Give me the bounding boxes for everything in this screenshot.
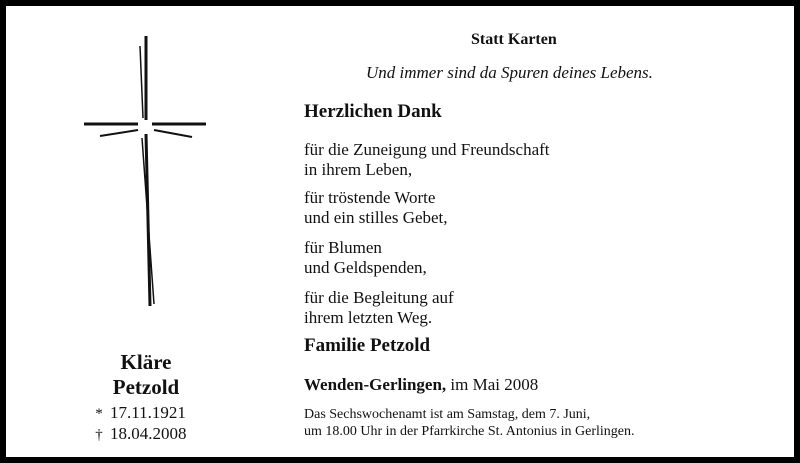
place-date: [304, 375, 538, 395]
thanks-line: für tröstende Worte: [304, 188, 436, 207]
info-line: um 18.00 Uhr in der Pfarrkirche St. Antonius in Gerlingen.: [304, 424, 635, 439]
death-date: 18.04.2008: [110, 424, 187, 443]
thanks-line: und Geldspenden,: [304, 258, 427, 277]
thanks-line: für die Begleitung auf: [304, 288, 454, 307]
birth-symbol: *: [95, 406, 103, 422]
birth-row: [88, 403, 228, 424]
birth-date: 17.11.1921: [110, 403, 186, 422]
statt-karten-heading: Statt Karten: [471, 31, 557, 48]
thanks-line: in ihrem Leben,: [304, 160, 413, 179]
thanks-line: für die Zuneigung und Freundschaft: [304, 140, 550, 159]
memorial-service-info: [304, 406, 635, 440]
place-location: Wenden-Gerlingen,: [304, 375, 447, 394]
death-row: [88, 424, 228, 445]
deceased-first-name: Kläre: [120, 350, 172, 374]
thanks-line: und ein stilles Gebet,: [304, 208, 448, 227]
place-month: im Mai 2008: [450, 375, 539, 394]
motto-line: Und immer sind da Spuren deines Lebens.: [366, 63, 653, 82]
obituary-card: [6, 6, 794, 457]
thanks-line: ihrem letzten Weg.: [304, 308, 433, 327]
death-symbol: †: [95, 427, 103, 443]
life-dates: [88, 403, 228, 445]
thanks-block: [304, 238, 427, 278]
thanks-line: für Blumen: [304, 238, 382, 257]
thanks-block: [304, 288, 454, 328]
deceased-last-name: Petzold: [112, 375, 180, 399]
info-line: Das Sechswochenamt ist am Samstag, dem 7. Juni,: [304, 407, 591, 422]
cross-icon: [80, 34, 210, 314]
thanks-title: Herzlichen Dank: [304, 101, 442, 122]
thanks-block: [304, 188, 448, 228]
thanks-block: [304, 140, 550, 180]
family-signature: Familie Petzold: [304, 335, 431, 356]
